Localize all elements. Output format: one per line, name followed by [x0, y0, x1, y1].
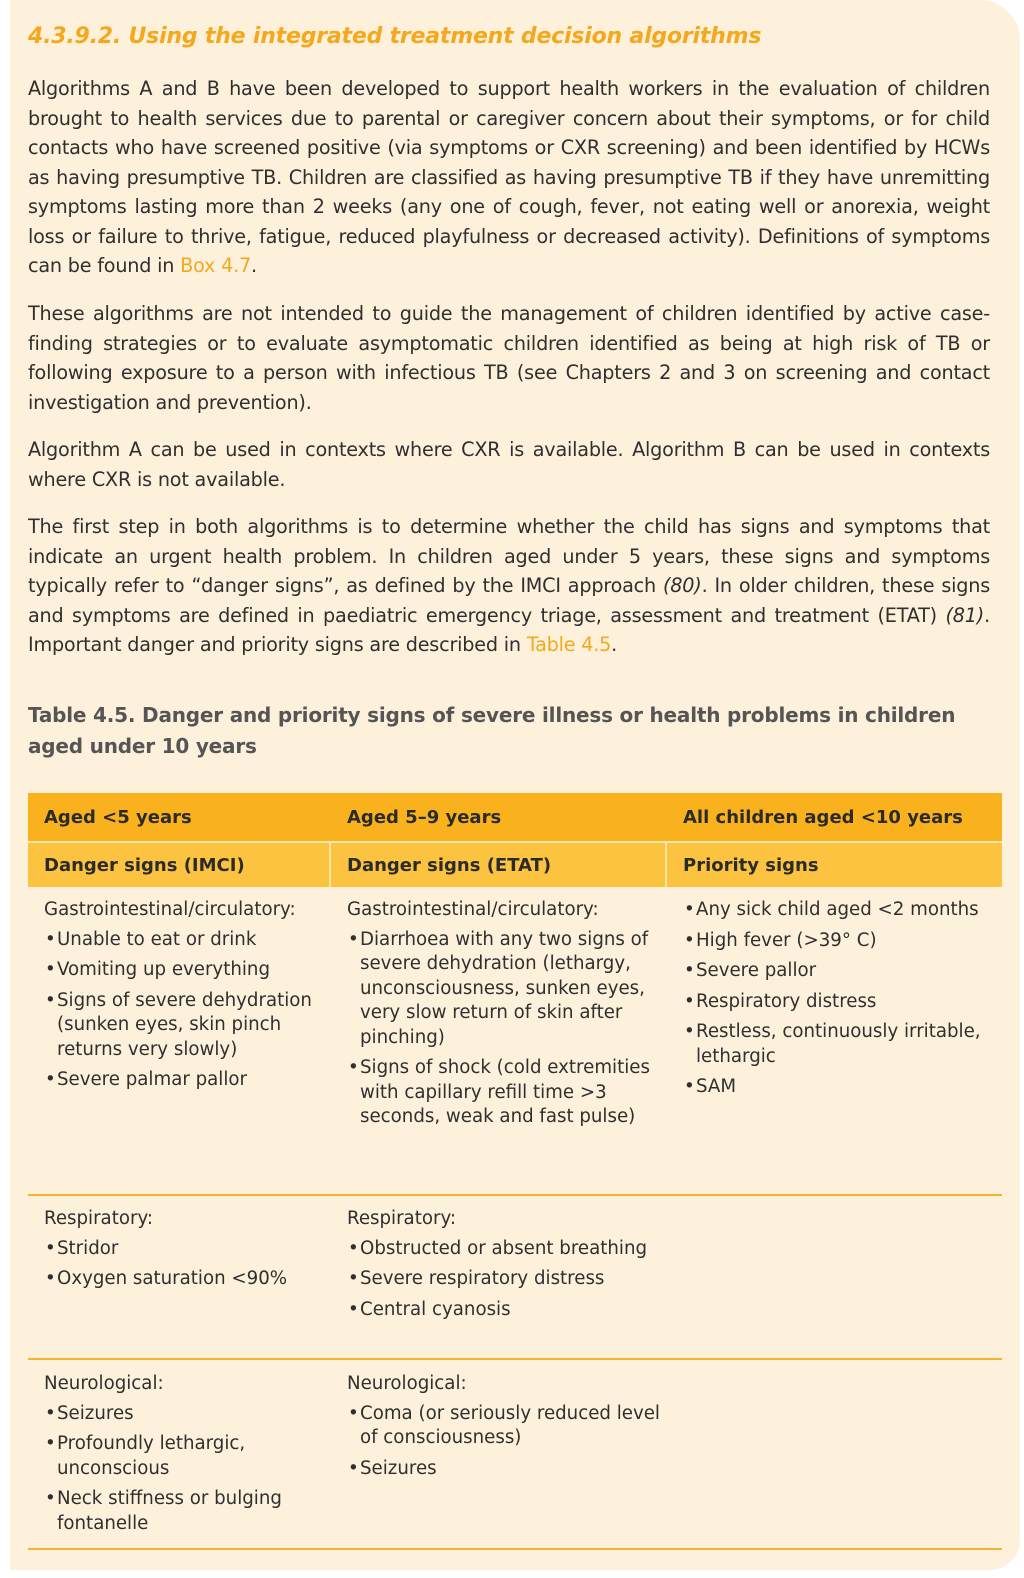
row-divider	[28, 1358, 1002, 1360]
header-priority-signs: Priority signs	[683, 854, 819, 876]
table-cell-empty	[667, 1372, 1002, 1536]
list-item: • High fever (>39° C)	[683, 929, 1002, 954]
paragraph-4	[28, 512, 990, 660]
paragraph-3: Algorithm A can be used in contexts where CXR is available. Algorithm B can be used in contexts where CXR is not available.	[28, 438, 990, 491]
table-row	[28, 1372, 1002, 1536]
sign-list	[44, 928, 331, 1093]
reference-81: (81)	[945, 603, 985, 627]
table-4-5-link[interactable]: Table 4.5	[526, 633, 612, 656]
list-item: • Diarrhoea with any two signs of severe dehydration (lethargy, unconsciousness, sunken eyes, very slow return of skin after pinching)	[347, 928, 667, 1051]
list-item: • Unable to eat or drink	[44, 928, 331, 953]
list-item: • Stridor	[44, 1237, 331, 1262]
category-label: Respiratory:	[347, 1208, 457, 1229]
list-item: • Seizures	[44, 1402, 331, 1427]
list-item: • Central cyanosis	[347, 1298, 667, 1323]
list-item: • Profoundly lethargic, unconscious	[44, 1432, 331, 1481]
list-item: • Oxygen saturation <90%	[44, 1267, 331, 1292]
header-aged-5-9: Aged 5–9 years	[347, 806, 502, 828]
table-row	[28, 1207, 1002, 1322]
header-danger-signs-etat: Danger signs (ETAT)	[331, 843, 667, 887]
sign-list	[347, 1402, 667, 1482]
list-item: • Seizures	[347, 1457, 667, 1482]
sign-list	[683, 898, 1002, 1100]
paragraph-4-text-c: . Important danger and priority signs are described in	[28, 603, 990, 656]
paragraph-4-end: .	[611, 633, 618, 656]
paragraph-1	[28, 74, 990, 281]
sign-list	[347, 928, 667, 1130]
list-item: • Severe respiratory distress	[347, 1267, 667, 1292]
header-danger-signs-imci: Danger signs (IMCI)	[28, 843, 331, 887]
box-4-7-link[interactable]: Box 4.7	[180, 254, 252, 277]
paragraph-4-text-a: The first step in both algorithms is to determine whether the child has signs and symptoms that indicate an urgent health problem. In children aged under 5 years, these signs and symptoms typically refer to “danger signs”, as defined by the IMCI approach	[28, 515, 990, 597]
list-item: • Signs of severe dehydration (sunken eyes, skin pinch returns very slowly)	[44, 989, 331, 1063]
table-header-signs-row	[28, 841, 1002, 887]
list-item: • Obstructed or absent breathing	[347, 1237, 667, 1262]
sign-list	[44, 1237, 331, 1292]
paragraph-4-text-b: . In older children, these signs and symptoms are defined in paediatric emergency triage, assessment and treatment (ETAT)	[28, 574, 990, 627]
table-title: Table 4.5. Danger and priority signs of severe illness or health problems in children aged under 10 years	[28, 703, 956, 758]
list-item: • Restless, continuously irritable, lethargic	[683, 1020, 1002, 1069]
table-cell-empty	[667, 1207, 1002, 1322]
header-all-children: All children aged <10 years	[683, 806, 963, 828]
sign-list	[347, 1237, 667, 1323]
table-cell	[28, 898, 331, 1130]
list-item: • Severe pallor	[683, 959, 1002, 984]
list-item: • Vomiting up everything	[44, 958, 331, 983]
category-label: Neurological:	[44, 1373, 164, 1394]
paragraph-1-text: Algorithms A and B have been developed to support health workers in the evaluation of children brought to health services due to parental or caregiver concern about their symptoms, or for child contacts who have screened positive (via symptoms or CXR screening) and been identified by HCWs as having presumptive TB. Children are classified as having presumptive TB if they have unremitting symptoms lasting more than 2 weeks (any one of cough, fever, not eating well or anorexia, weight loss or failure to thrive, fatigue, reduced playfulness or decreased activity). Definitions of symptoms can be found in	[28, 77, 990, 277]
list-item: • Coma (or seriously reduced level of consciousness)	[347, 1402, 667, 1451]
section-title: 4.3.9.2. Using the integrated treatment decision algorithms	[28, 24, 762, 49]
category-label: Neurological:	[347, 1373, 467, 1394]
table-cell	[331, 1207, 667, 1322]
table-cell	[28, 1207, 331, 1322]
list-item: • Signs of shock (cold extremities with capillary refill time >3 seconds, weak and fast pulse)	[347, 1056, 667, 1130]
table-header-age-row	[28, 793, 1002, 841]
reference-80: (80)	[662, 574, 702, 597]
list-item: • SAM	[683, 1075, 1002, 1100]
category-label: Gastrointestinal/circulatory:	[347, 899, 599, 920]
list-item: • Severe palmar pallor	[44, 1068, 331, 1093]
category-label: Respiratory:	[44, 1208, 154, 1229]
list-item: • Any sick child aged <2 months	[683, 898, 1002, 923]
sign-list	[44, 1402, 331, 1537]
list-item: • Respiratory distress	[683, 990, 1002, 1015]
row-divider	[28, 1548, 1002, 1550]
table-row	[28, 898, 1002, 1130]
table-cell	[667, 898, 1002, 1130]
table-cell	[28, 1372, 331, 1536]
table-cell	[331, 1372, 667, 1536]
category-label: Gastrointestinal/circulatory:	[44, 899, 296, 920]
header-aged-under-5: Aged <5 years	[44, 806, 192, 828]
paragraph-2: These algorithms are not intended to guide the management of children identified by active case-finding strategies or to evaluate asymptomatic children identified as being at high risk of TB or following exposure to a person with infectious TB (see Chapters 2 and 3 on screening and contact investigation and prevention).	[28, 302, 990, 414]
table-cell	[331, 898, 667, 1130]
paragraph-1-end: .	[251, 254, 257, 277]
row-divider	[28, 1194, 1002, 1196]
list-item: • Neck stiffness or bulging fontanelle	[44, 1487, 331, 1536]
